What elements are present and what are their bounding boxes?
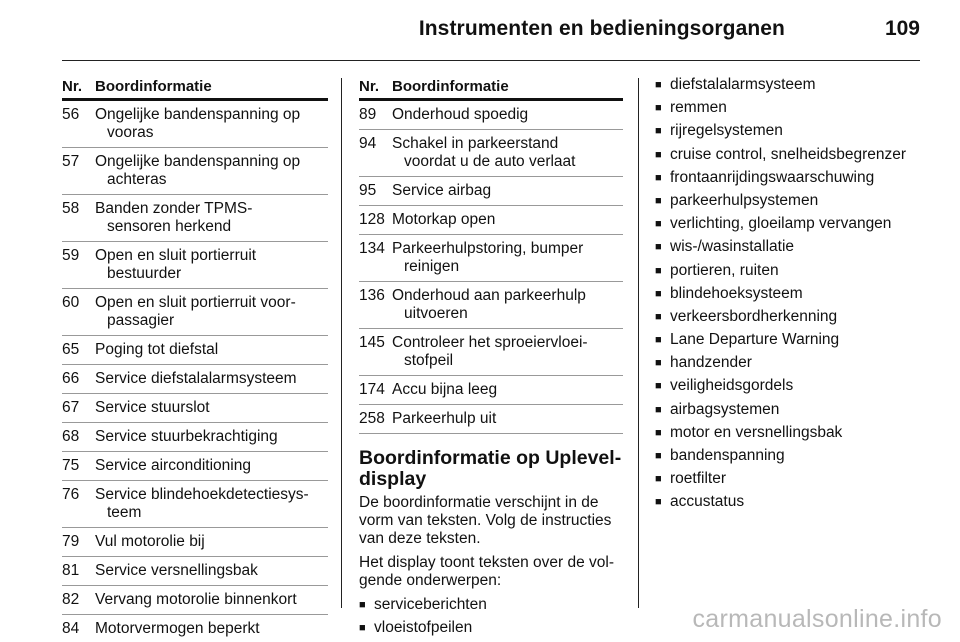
row-message-line: Accu bijna leeg: [392, 381, 498, 398]
table-row: [62, 586, 328, 615]
list-item-text: frontaanrijdingswaarschuwing: [670, 168, 875, 186]
row-message-line: Parkeerhulp uit: [392, 410, 497, 427]
bullet-square-icon: ■: [655, 264, 662, 277]
row-message-line: voordat u de auto verlaat: [404, 153, 576, 170]
row-message-line: uitvoeren: [404, 305, 468, 322]
row-message: [95, 486, 328, 522]
row-message-line: Open en sluit portierruit: [95, 247, 257, 264]
row-message: [95, 341, 328, 359]
list-item-text: accustatus: [670, 493, 745, 511]
table-row: [62, 481, 328, 528]
header-info: Boordinformatie: [392, 78, 509, 95]
row-number: 57: [62, 153, 80, 170]
row-message: [392, 334, 623, 370]
list-item-text: wis-/wasinstallatie: [670, 238, 795, 256]
row-number: 258: [359, 410, 385, 427]
section-title-line: display: [359, 468, 427, 490]
list-item-text: handzender: [670, 354, 752, 372]
list-item-text: serviceberichten: [374, 596, 487, 613]
list-item-text: verlichting, gloeilamp vervangen: [670, 215, 892, 233]
row-message: [95, 106, 328, 142]
bullet-square-icon: ■: [655, 496, 662, 509]
page-number: 109: [884, 17, 920, 40]
row-message: [392, 381, 623, 399]
bullet-square-icon: ■: [655, 194, 662, 207]
list-item-text: verkeersbordherkenning: [670, 307, 838, 325]
row-number: 76: [62, 486, 80, 503]
list-item: [655, 493, 935, 511]
row-number: 84: [62, 620, 80, 637]
row-message: [392, 211, 623, 229]
row-message: [392, 182, 623, 200]
list-item-text: portieren, ruiten: [670, 261, 779, 279]
list-item-text: Lane Departure Warning: [670, 331, 840, 349]
list-item-text: diefstalalarmsysteem: [670, 76, 816, 93]
list-item: [655, 169, 935, 187]
header-nr: Nr.: [359, 78, 380, 95]
table-row: [62, 148, 328, 195]
row-message-line: Schakel in parkeerstand: [392, 135, 559, 152]
table-row: [62, 365, 328, 394]
bullet-square-icon: ■: [655, 79, 662, 91]
bullet-square-icon: ■: [655, 334, 662, 347]
row-number: 136: [359, 287, 385, 304]
list-item: [655, 192, 935, 210]
row-message: [392, 240, 623, 276]
row-message-line: Service versnellingsbak: [95, 562, 258, 579]
list-item-text: parkeerhulpsystemen: [670, 191, 819, 209]
list-item: [655, 308, 935, 326]
table-row: [62, 289, 328, 336]
row-number: 66: [62, 370, 80, 387]
row-number: 59: [62, 247, 80, 264]
table-row: [359, 130, 623, 177]
row-number: 174: [359, 381, 385, 398]
row-message: [95, 153, 328, 189]
row-number: 94: [359, 135, 377, 152]
section-title-line: Boordinformatie op Uplevel-: [359, 447, 622, 469]
list-item: [655, 401, 935, 419]
paragraph-line: van deze teksten.: [359, 530, 481, 547]
table-row: [359, 376, 623, 405]
bullet-square-icon: ■: [655, 125, 662, 138]
row-message: [392, 410, 623, 428]
bullet-square-icon: ■: [655, 357, 662, 370]
bullet-square-icon: ■: [655, 218, 662, 231]
table-body-right: [359, 101, 623, 434]
row-message-line: Service airconditioning: [95, 457, 251, 474]
row-number: 67: [62, 399, 80, 416]
row-message-line: Onderhoud aan parkeerhulp: [392, 287, 586, 304]
table-row: [62, 557, 328, 586]
column-divider-1: [341, 78, 342, 608]
list-item-text: airbagsystemen: [670, 400, 780, 418]
watermark: carmanualsonline.info: [692, 605, 942, 633]
list-item: [655, 354, 935, 372]
row-message-line: Service blindehoekdetectiesys-: [95, 486, 309, 503]
list-item-text: cruise control, snelheidsbegrenzer: [670, 145, 907, 163]
list-item: [655, 447, 935, 465]
row-message-line: Service airbag: [392, 182, 492, 199]
row-number: 68: [62, 428, 80, 445]
table-header-right: [359, 78, 623, 101]
row-number: 89: [359, 106, 377, 123]
row-message-line: teem: [107, 504, 142, 521]
list-item: [655, 122, 935, 140]
bullet-square-icon: ■: [655, 310, 662, 323]
page-title: Instrumenten en bedieningsorganen: [418, 17, 785, 40]
header-info: Boordinformatie: [95, 78, 212, 95]
table-row: [359, 282, 623, 329]
row-message: [95, 562, 328, 580]
row-message-line: Poging tot diefstal: [95, 341, 219, 358]
paragraph-line: Het display toont teksten over de vol-: [359, 554, 615, 571]
row-message: [95, 247, 328, 283]
row-message: [95, 428, 328, 446]
list-item-text: bandenspanning: [670, 447, 785, 464]
list-item: [655, 470, 935, 488]
list-item: [655, 99, 935, 117]
row-message-line: reinigen: [404, 258, 460, 275]
row-message-line: Onderhoud spoedig: [392, 106, 529, 123]
table-row: [359, 101, 623, 130]
row-number: 145: [359, 334, 385, 351]
paragraph-topics: [359, 554, 623, 590]
row-message-line: Service stuurslot: [95, 399, 210, 416]
row-number: 65: [62, 341, 80, 358]
table-row: [359, 206, 623, 235]
row-message-line: Open en sluit portierruit voor-: [95, 294, 296, 311]
row-number: 56: [62, 106, 80, 123]
bullet-square-icon: ■: [655, 473, 662, 486]
row-message-line: Service stuurbekrachtiging: [95, 428, 278, 445]
table-row: [62, 336, 328, 365]
list-item-text: veiligheidsgordels: [670, 377, 794, 395]
row-message-line: Vul motorolie bij: [95, 533, 205, 550]
table-row: [359, 177, 623, 206]
row-message: [95, 200, 328, 236]
table-row: [62, 394, 328, 423]
row-message-line: sensoren herkend: [107, 218, 232, 235]
bullet-square-icon: ■: [655, 148, 662, 161]
row-message-line: vooras: [107, 124, 154, 141]
row-message: [95, 533, 328, 551]
bullet-square-icon: ■: [655, 380, 662, 393]
row-message: [95, 294, 328, 330]
table-body-left: [62, 101, 328, 642]
row-message-line: Banden zonder TPMS-: [95, 200, 253, 217]
table-row: [62, 423, 328, 452]
list-item: [655, 76, 935, 94]
row-message: [392, 135, 623, 171]
bullet-square-icon: ■: [655, 450, 662, 462]
table-row: [62, 452, 328, 481]
row-number: 134: [359, 240, 385, 257]
list-item-text: motor en versnellingsbak: [670, 423, 843, 441]
table-row: [62, 615, 328, 642]
column-middle: [359, 78, 623, 642]
bullet-square-icon: ■: [655, 171, 662, 184]
paragraph-line: De boordinformatie verschijnt in de: [359, 494, 599, 511]
row-message-line: Motorkap open: [392, 211, 496, 228]
list-item: [655, 424, 935, 442]
paragraph-line: vorm van teksten. Volg de instructies: [359, 512, 612, 529]
list-item-text: remmen: [670, 99, 727, 117]
list-item: [359, 619, 623, 637]
bullet-square-icon: ■: [655, 102, 662, 115]
row-message: [95, 620, 328, 638]
row-number: 95: [359, 182, 377, 199]
row-message: [95, 591, 328, 609]
row-number: 60: [62, 294, 80, 311]
list-item: [655, 331, 935, 349]
table-row: [62, 195, 328, 242]
list-item: [655, 146, 935, 164]
bullet-square-icon: ■: [655, 426, 662, 439]
list-item-text: roetfilter: [670, 470, 726, 488]
table-row: [62, 528, 328, 557]
list-item-text: blindehoeksysteem: [670, 284, 803, 302]
row-message-line: Motorvermogen beperkt: [95, 620, 260, 637]
table-row: [359, 405, 623, 434]
paragraph-intro: [359, 494, 623, 548]
row-message-line: Controleer het sproeiervloei-: [392, 334, 588, 351]
bullet-square-icon: ■: [359, 599, 366, 611]
header-divider: [62, 60, 920, 61]
bullet-square-icon: ■: [655, 403, 662, 416]
row-message: [95, 457, 328, 475]
table-header-left: [62, 78, 328, 101]
row-number: 58: [62, 200, 80, 217]
bullet-list-topics-continued: [655, 76, 935, 511]
row-number: 128: [359, 211, 385, 228]
row-message: [95, 399, 328, 417]
row-number: 82: [62, 591, 80, 608]
column-right: [655, 76, 935, 517]
row-message: [95, 370, 328, 388]
paragraph-line: gende onderwerpen:: [359, 572, 502, 589]
row-message-line: Parkeerhulpstoring, bumper: [392, 240, 584, 257]
row-message: [392, 106, 623, 124]
table-row: [62, 242, 328, 289]
row-number: 81: [62, 562, 80, 579]
bullet-square-icon: ■: [655, 241, 662, 254]
row-message-line: passagier: [107, 312, 175, 329]
row-message-line: Service diefstalalarmsysteem: [95, 370, 297, 387]
list-item: [655, 377, 935, 395]
table-row: [359, 329, 623, 376]
bullet-square-icon: ■: [359, 622, 366, 635]
row-message-line: Vervang motorolie binnenkort: [95, 591, 297, 608]
table-row: [62, 101, 328, 148]
list-item: [655, 238, 935, 256]
row-number: 75: [62, 457, 80, 474]
list-item-text: vloeistofpeilen: [374, 619, 473, 637]
list-item: [655, 262, 935, 280]
list-item: [359, 596, 623, 614]
row-message-line: Ongelijke bandenspanning op: [95, 106, 301, 123]
row-message-line: Ongelijke bandenspanning op: [95, 153, 301, 170]
row-message-line: achteras: [107, 171, 167, 188]
section-title: [359, 448, 623, 490]
bullet-square-icon: ■: [655, 287, 662, 300]
list-item-text: rijregelsystemen: [670, 122, 783, 140]
header-nr: Nr.: [62, 78, 83, 95]
row-message-line: stofpeil: [404, 352, 454, 369]
list-item: [655, 285, 935, 303]
column-left: [62, 78, 328, 642]
table-row: [359, 235, 623, 282]
row-number: 79: [62, 533, 80, 550]
row-message: [392, 287, 623, 323]
bullet-list-topics: [359, 596, 623, 637]
row-message-line: bestuurder: [107, 265, 182, 282]
list-item: [655, 215, 935, 233]
column-divider-2: [638, 78, 639, 608]
